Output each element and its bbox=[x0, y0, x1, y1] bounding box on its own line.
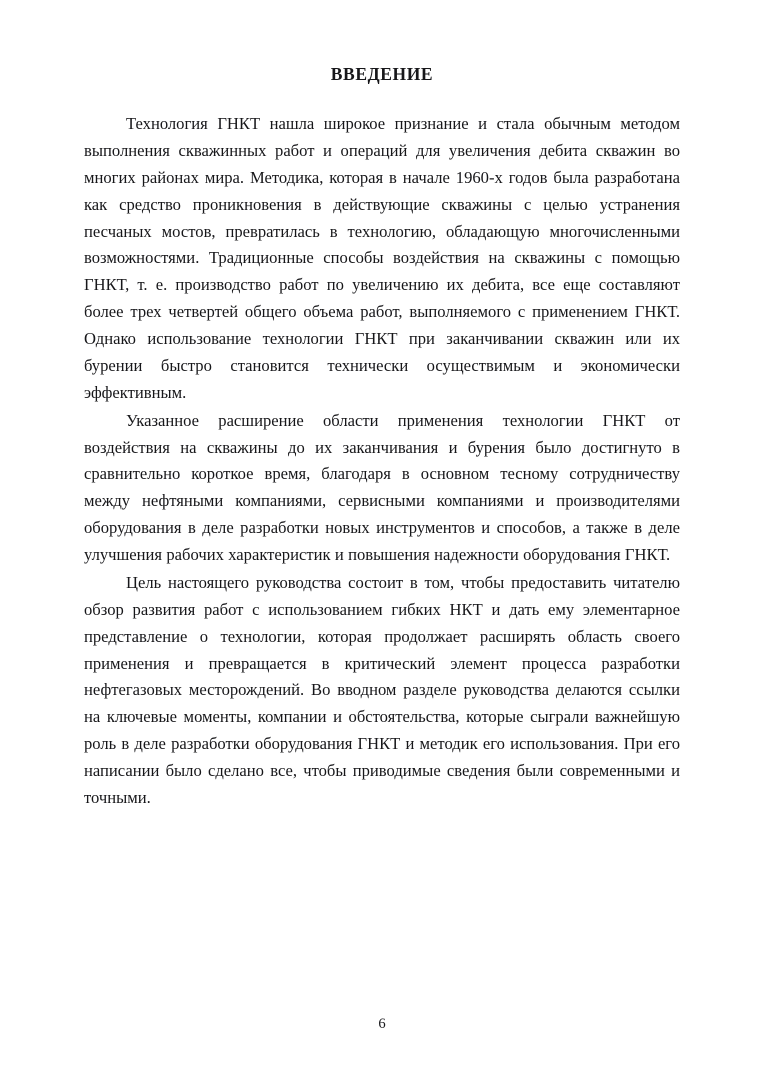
page-content bbox=[84, 64, 680, 813]
page-title: ВВЕДЕНИЕ bbox=[330, 64, 434, 84]
paragraph-2: Указанное расширение области применения технологии ГНКТ от воздействия на скважины до их заканчивания и бурения было достигнуто в сравнительно короткое время, благодаря в основном тесному сотрудничеству между нефтяными компаниями, сервисными компаниями и производителями оборудования в деле разработки новых инструментов и способов, а также в деле улучшения рабочих характеристик и повышения надежности оборудования ГНКТ. bbox=[84, 410, 680, 564]
page-number: 6 bbox=[378, 1016, 386, 1032]
paragraph-1: Технология ГНКТ нашла широкое признание и стала обычным методом выполнения скважинных работ и операций для увеличения дебита скважин во многих районах мира. Методика, которая в начале 1960-х годов была разработана как средство проникновения в действующие скважины с целью устранения песчаных мостов, превратилась в технологию, обладающую многочисленными возможностями. Традиционные способы воздействия на скважины с помощью ГНКТ, т. е. производство работ по увеличению их дебита, все еще составляют более трех четвертей общего объема работ, выполняемого с применением ГНКТ. Однако использование технологии ГНКТ при заканчивании скважин или их бурении быстро становится технически осуществимым и экономически эффективным. bbox=[84, 114, 680, 402]
paragraph-3: Цель настоящего руководства состоит в том, чтобы предоставить читателю обзор развития работ с использованием гибких НКТ и дать ему элементарное представление о технологии, которая продолжает расширять область своего применения и превращается в критический элемент процесса разработки нефтегазовых месторождений. Во вводном разделе руководства делаются ссылки на ключевые моменты, компании и обстоятельства, которые сыграли важнейшую роль в деле разработки оборудования ГНКТ и методик его использования. При его написании было сделано все, чтобы приводимые сведения были современными и точными. bbox=[84, 572, 680, 807]
